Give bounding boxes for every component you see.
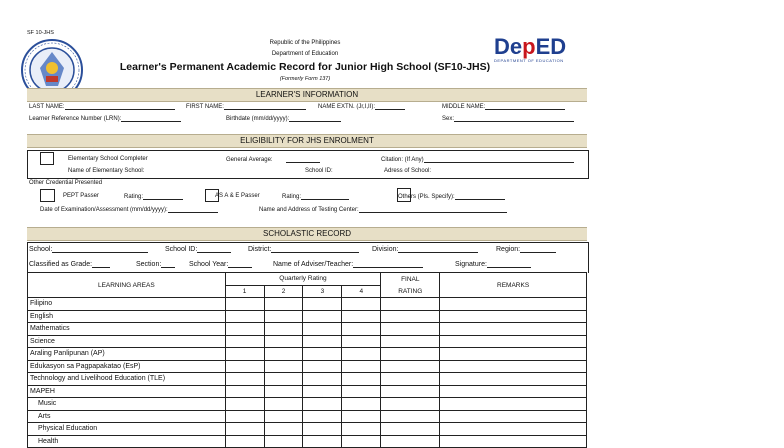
subject-name: Physical Education — [28, 423, 226, 436]
subject-name: English — [28, 310, 226, 323]
quarter-1-cell[interactable] — [225, 310, 264, 323]
table-row — [28, 385, 587, 398]
header-department: Department of Education — [271, 51, 339, 57]
subject-name: MAPEH — [28, 385, 226, 398]
final-header-line1: FINAL — [381, 273, 440, 286]
classified-grade-field[interactable]: Classified as Grade: — [29, 261, 110, 268]
ae-label: AS A & E Passer — [215, 193, 260, 199]
quarter-1-header: 1 — [225, 285, 264, 298]
learning-areas-header: LEARNING AREAS — [28, 273, 226, 298]
quarterly-rating-header: Quarterly Rating — [225, 273, 381, 286]
subject-name: Filipino — [28, 298, 226, 311]
scholastic-band: SCHOLASTIC RECORD — [27, 227, 587, 241]
quarter-1-cell[interactable] — [225, 385, 264, 398]
scholastic-school-id-field[interactable]: School ID: — [165, 246, 231, 253]
quarter-1-cell[interactable] — [225, 348, 264, 361]
quarter-1-cell[interactable] — [225, 373, 264, 386]
header-republic: Republic of the Philippines — [269, 40, 341, 46]
quarter-3-cell[interactable] — [303, 385, 342, 398]
subject-name: Technology and Livelihood Education (TLE) — [28, 373, 226, 386]
quarter-2-cell[interactable] — [264, 423, 303, 436]
quarter-4-cell[interactable] — [342, 335, 381, 348]
remarks-cell[interactable] — [440, 298, 587, 311]
remarks-cell[interactable] — [440, 385, 587, 398]
quarter-3-cell[interactable] — [303, 435, 342, 448]
form-subtitle: (Formerly Form 137) — [279, 76, 331, 82]
final-rating-cell[interactable] — [381, 423, 440, 436]
general-average-field[interactable]: General Average: — [226, 156, 320, 163]
signature-field[interactable]: Signature: — [455, 261, 531, 268]
remarks-cell[interactable] — [440, 310, 587, 323]
remarks-cell[interactable] — [440, 360, 587, 373]
quarter-4-cell[interactable] — [342, 373, 381, 386]
table-row — [28, 423, 587, 436]
remarks-cell[interactable] — [440, 423, 587, 436]
remarks-cell[interactable] — [440, 410, 587, 423]
deped-logo: DepED DEPARTMENT OF EDUCATION — [494, 34, 567, 63]
testing-center-field[interactable]: Name and Address of Testing Center: — [259, 206, 507, 213]
quarter-2-cell[interactable] — [264, 360, 303, 373]
region-field[interactable]: Region: — [496, 246, 556, 253]
quarter-4-cell[interactable] — [342, 435, 381, 448]
elem-school-field[interactable]: Name of Elementary School: — [68, 168, 145, 174]
elem-completer-checkbox[interactable] — [40, 152, 54, 165]
quarter-3-cell[interactable] — [303, 398, 342, 411]
remarks-cell[interactable] — [440, 373, 587, 386]
final-rating-cell[interactable] — [381, 435, 440, 448]
table-row — [28, 410, 587, 423]
final-header-line2: RATING — [381, 285, 440, 298]
quarter-4-cell[interactable] — [342, 298, 381, 311]
middle-name-field[interactable]: MIDDLE NAME: — [442, 103, 565, 110]
remarks-cell[interactable] — [440, 335, 587, 348]
final-rating-cell[interactable] — [381, 410, 440, 423]
quarter-2-cell[interactable] — [264, 373, 303, 386]
final-rating-cell[interactable] — [381, 385, 440, 398]
pept-checkbox[interactable] — [40, 189, 55, 202]
quarter-3-cell[interactable] — [303, 360, 342, 373]
final-rating-cell[interactable] — [381, 298, 440, 311]
subject-name: Araling Panlipunan (AP) — [28, 348, 226, 361]
quarter-4-cell[interactable] — [342, 348, 381, 361]
quarter-2-header: 2 — [264, 285, 303, 298]
quarter-3-header: 3 — [303, 285, 342, 298]
lrn-field[interactable]: Learner Reference Number (LRN): — [29, 115, 181, 122]
remarks-cell[interactable] — [440, 348, 587, 361]
subject-name: Arts — [28, 410, 226, 423]
subject-name: Edukasyon sa Pagpapakatao (EsP) — [28, 360, 226, 373]
quarter-1-cell[interactable] — [225, 323, 264, 336]
quarter-1-cell[interactable] — [225, 360, 264, 373]
scholastic-school-field[interactable]: School: — [29, 246, 148, 253]
remarks-cell[interactable] — [440, 323, 587, 336]
quarter-2-cell[interactable] — [264, 435, 303, 448]
table-row — [28, 323, 587, 336]
sex-field[interactable]: Sex: — [442, 115, 574, 122]
quarter-2-cell[interactable] — [264, 298, 303, 311]
subject-name: Science — [28, 335, 226, 348]
quarter-4-cell[interactable] — [342, 323, 381, 336]
final-rating-cell[interactable] — [381, 348, 440, 361]
quarter-1-cell[interactable] — [225, 335, 264, 348]
pept-rating-field[interactable]: Rating: — [124, 193, 183, 200]
quarter-2-cell[interactable] — [264, 310, 303, 323]
quarter-2-cell[interactable] — [264, 385, 303, 398]
school-year-field[interactable]: School Year: — [189, 261, 252, 268]
exam-date-field[interactable]: Date of Examination/Assessment (mm/dd/yyyy): — [40, 206, 218, 213]
elem-school-id-field[interactable]: School ID: — [305, 168, 333, 174]
quarter-4-cell[interactable] — [342, 360, 381, 373]
quarter-1-cell[interactable] — [225, 410, 264, 423]
quarter-3-cell[interactable] — [303, 323, 342, 336]
table-row — [28, 298, 587, 311]
quarter-3-cell[interactable] — [303, 423, 342, 436]
quarter-4-header: 4 — [342, 285, 381, 298]
grades-table — [27, 272, 587, 448]
name-extn-field[interactable]: NAME EXTN. (Jr,I,II): — [318, 103, 405, 110]
first-name-field[interactable]: FIRST NAME: — [186, 103, 306, 110]
pept-label: PEPT Passer — [63, 193, 99, 199]
table-row — [28, 360, 587, 373]
eligibility-band: ELIGIBILITY FOR JHS ENROLMENT — [27, 134, 587, 148]
final-rating-cell[interactable] — [381, 323, 440, 336]
table-row — [28, 435, 587, 448]
quarter-2-cell[interactable] — [264, 398, 303, 411]
other-credential-label: Other Credential Presented — [29, 180, 103, 186]
remarks-cell[interactable] — [440, 435, 587, 448]
quarter-3-cell[interactable] — [303, 410, 342, 423]
remarks-header: REMARKS — [440, 273, 587, 298]
quarter-1-cell[interactable] — [225, 398, 264, 411]
quarter-4-cell[interactable] — [342, 423, 381, 436]
citation-field[interactable]: Citation: (If Any) — [381, 156, 574, 163]
final-rating-cell[interactable] — [381, 310, 440, 323]
table-row — [28, 335, 587, 348]
subject-name: Mathematics — [28, 323, 226, 336]
quarter-4-cell[interactable] — [342, 385, 381, 398]
ae-rating-field[interactable]: Rating: — [282, 193, 349, 200]
final-rating-cell[interactable] — [381, 335, 440, 348]
quarter-2-cell[interactable] — [264, 323, 303, 336]
birthdate-field[interactable]: Birthdate (mm/dd/yyyy): — [226, 115, 341, 122]
table-row — [28, 348, 587, 361]
quarter-3-cell[interactable] — [303, 348, 342, 361]
quarter-1-cell[interactable] — [225, 298, 264, 311]
quarter-1-cell[interactable] — [225, 423, 264, 436]
elem-completer-label: Elementary School Completer — [68, 156, 148, 162]
division-field[interactable]: Division: — [372, 246, 478, 253]
quarter-4-cell[interactable] — [342, 310, 381, 323]
table-row — [28, 310, 587, 323]
table-row — [28, 373, 587, 386]
quarter-2-cell[interactable] — [264, 348, 303, 361]
remarks-cell[interactable] — [440, 398, 587, 411]
others-field[interactable]: Others (Pls. Specify): — [398, 193, 505, 200]
quarter-2-cell[interactable] — [264, 410, 303, 423]
quarter-3-cell[interactable] — [303, 335, 342, 348]
final-rating-cell[interactable] — [381, 398, 440, 411]
eligibility-box — [27, 150, 589, 179]
district-field[interactable]: District: — [248, 246, 359, 253]
final-rating-cell[interactable] — [381, 373, 440, 386]
form-code: SF 10-JHS — [27, 30, 54, 36]
quarter-4-cell[interactable] — [342, 410, 381, 423]
section-field[interactable]: Section: — [136, 261, 175, 268]
quarter-3-cell[interactable] — [303, 373, 342, 386]
quarter-1-cell[interactable] — [225, 435, 264, 448]
last-name-field[interactable]: LAST NAME: — [29, 103, 175, 110]
adviser-field[interactable]: Name of Adviser/Teacher: — [273, 261, 423, 268]
quarter-3-cell[interactable] — [303, 298, 342, 311]
elem-school-address-field[interactable]: Adress of School: — [384, 168, 432, 174]
subject-name: Health — [28, 435, 226, 448]
learner-info-band: LEARNER'S INFORMATION — [27, 88, 587, 102]
form-title: Learner's Permanent Academic Record for Junior High School (SF10-JHS) — [119, 61, 491, 73]
quarter-2-cell[interactable] — [264, 335, 303, 348]
quarter-3-cell[interactable] — [303, 310, 342, 323]
quarter-4-cell[interactable] — [342, 398, 381, 411]
subject-name: Music — [28, 398, 226, 411]
final-rating-cell[interactable] — [381, 360, 440, 373]
table-row — [28, 398, 587, 411]
